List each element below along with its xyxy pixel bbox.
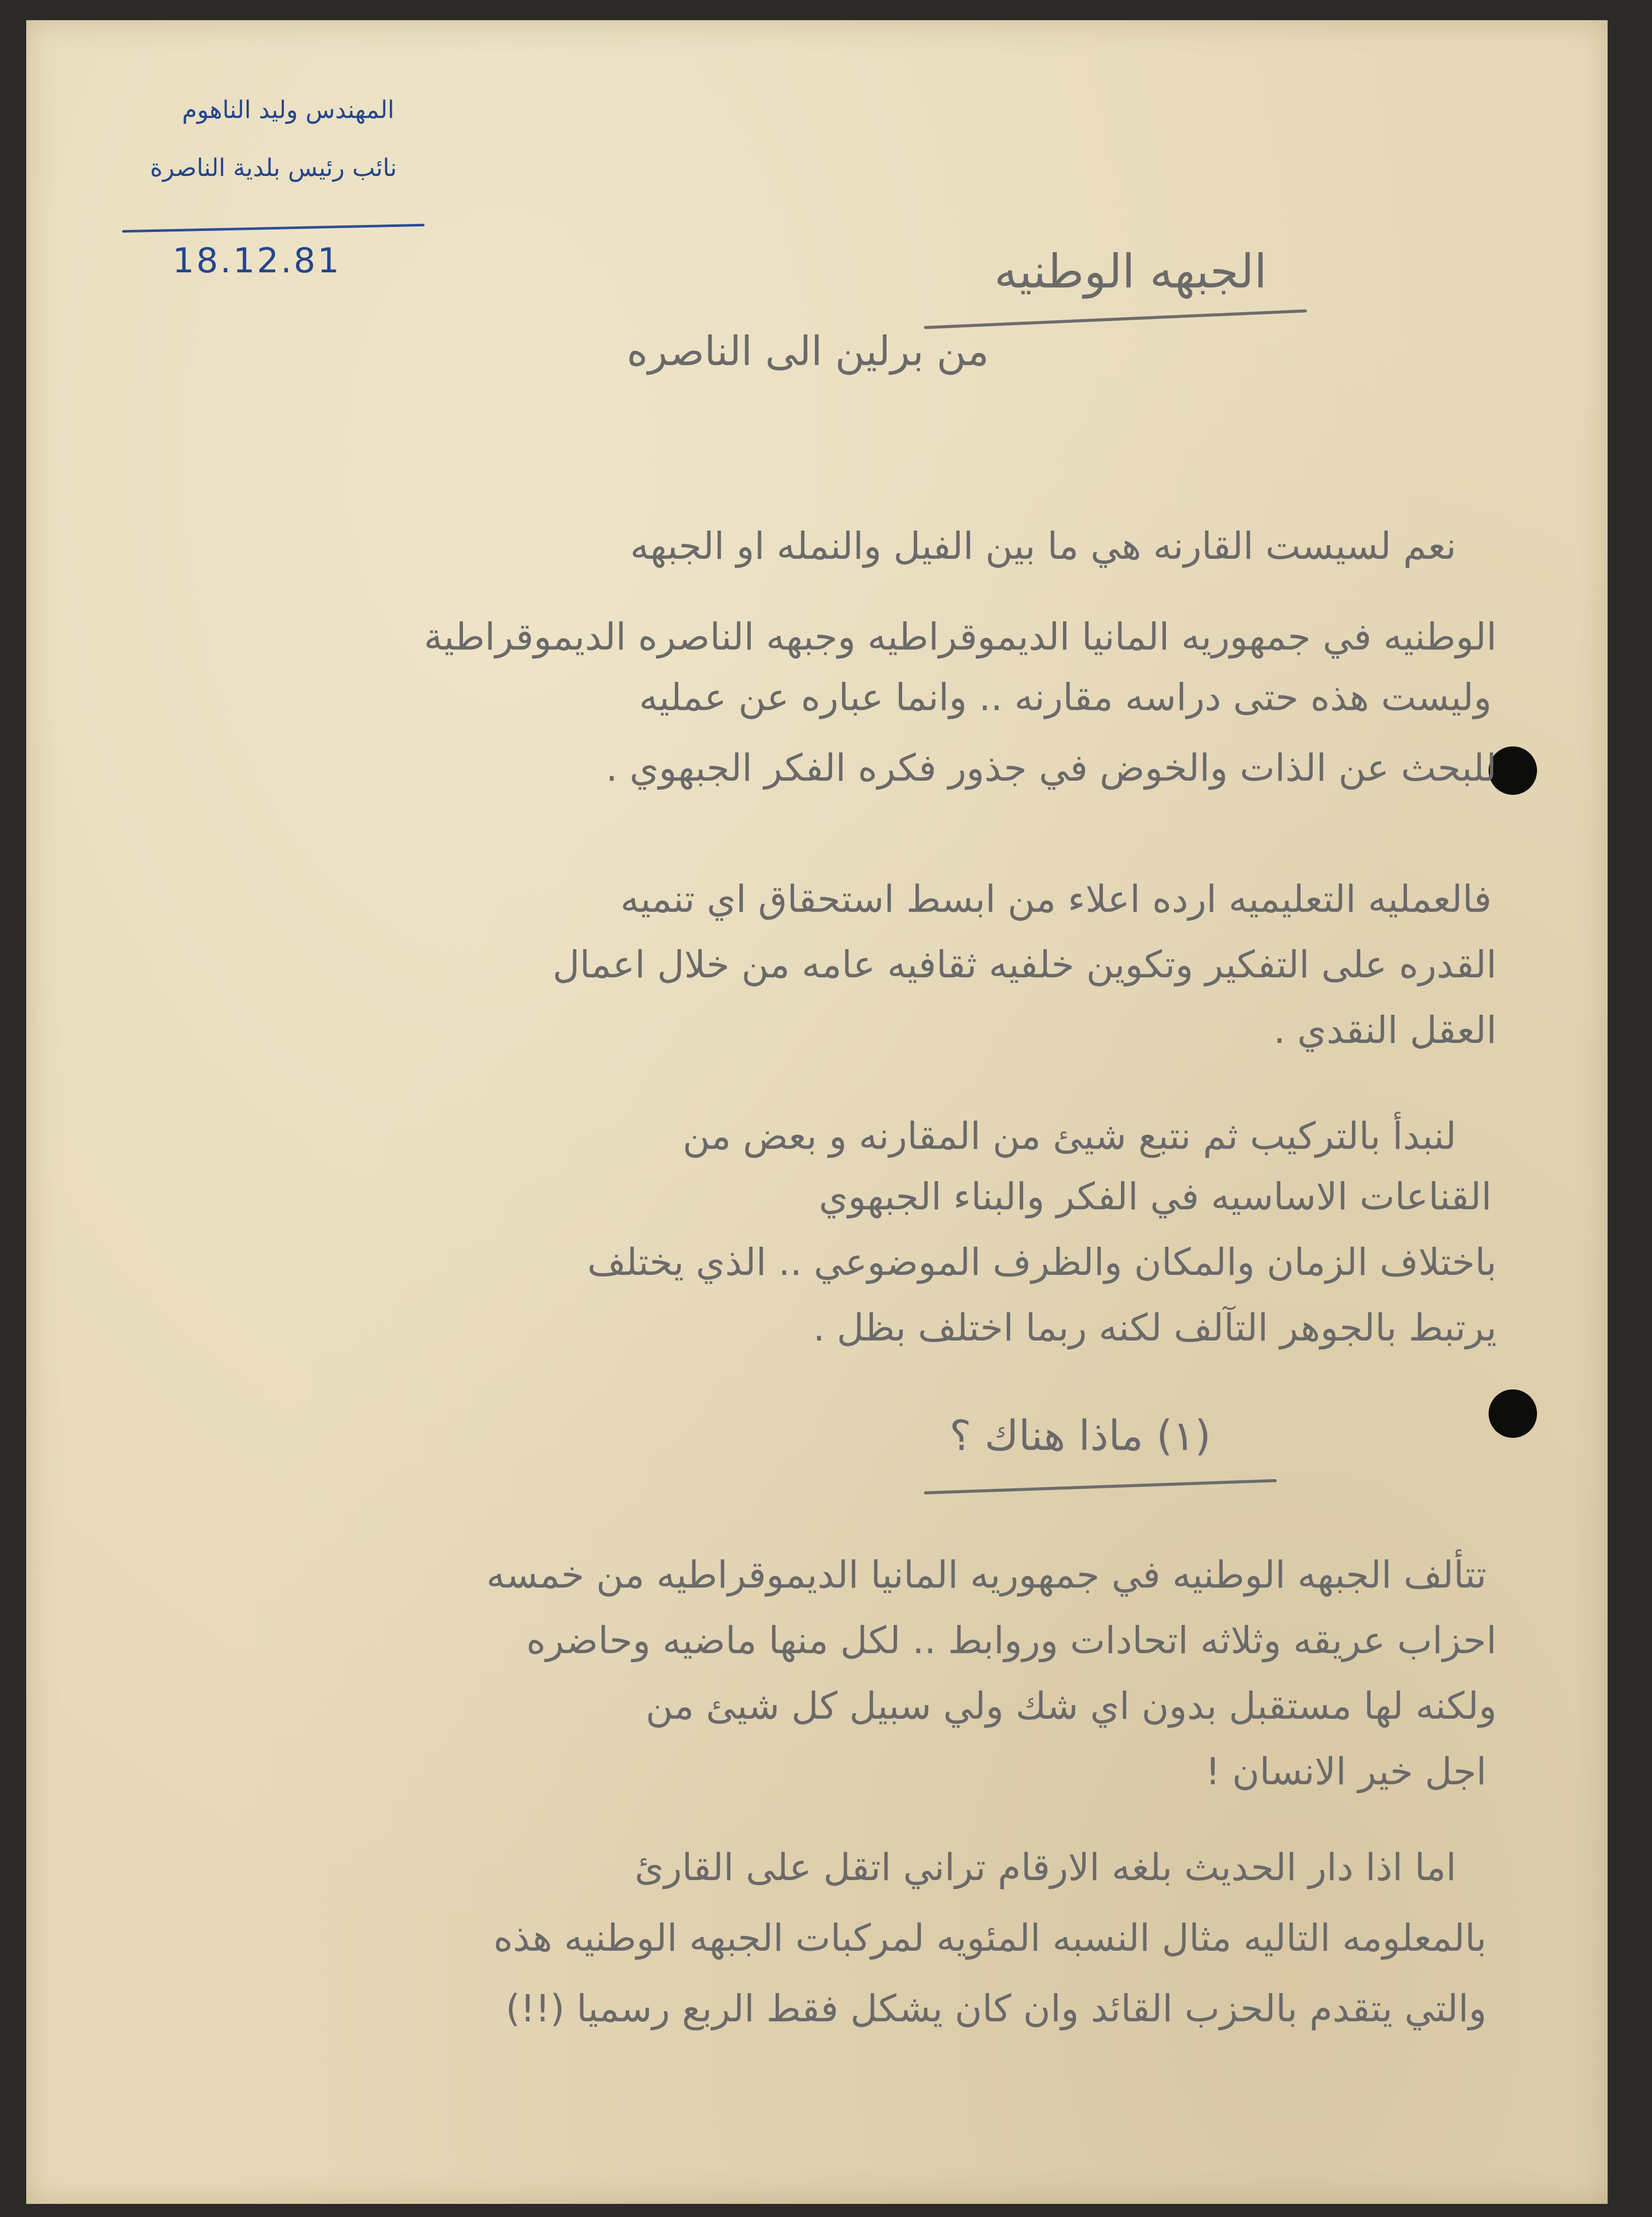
body-line: اما اذا دار الحديث بلغه الارقام تراني اتقل على القارئ xyxy=(634,1846,1456,1889)
punch-hole-bottom xyxy=(1489,1389,1537,1438)
body-line: فالعمليه التعليميه ارده اعلاء من ابسط استحقاق اي تنميه xyxy=(620,878,1492,921)
body-line: يرتبط بالجوهر التآلف لكنه ربما اختلف بظل . xyxy=(813,1306,1497,1350)
margin-note-title: نائب رئيس بلدية الناصرة xyxy=(150,154,397,182)
body-line: احزاب عريقه وثلاثه اتحادات وروابط .. لكل منها ماضيه وحاضره xyxy=(526,1619,1497,1662)
body-line: باختلاف الزمان والمكان والظرف الموضوعي .. الذي يختلف xyxy=(587,1241,1497,1284)
body-line: والتي يتقدم بالحزب القائد وان كان يشكل فقط الربع رسميا (!!) xyxy=(505,1987,1487,2030)
body-line: العقل النقدي . xyxy=(1273,1009,1497,1052)
section-heading-underline xyxy=(924,1479,1277,1494)
document-subtitle: من برلين الى الناصره xyxy=(626,328,989,375)
section-heading: (١) ماذا هناك ؟ xyxy=(949,1412,1211,1460)
body-line: اجل خير الانسان ! xyxy=(1205,1750,1487,1793)
document-page xyxy=(26,20,1608,2204)
body-line: نعم لسيست القارنه هي ما بين الفيل والنمله او الجبهه xyxy=(630,524,1456,568)
body-line: للبحث عن الذات والخوض في جذور فكره الفكر الجبهوي . xyxy=(606,746,1497,790)
body-line: تتألف الجبهه الوطنيه في جمهوريه المانيا الديموقراطيه من خمسه xyxy=(486,1553,1487,1597)
margin-note-underline xyxy=(122,224,425,233)
margin-note-name: المهندس وليد الناهوم xyxy=(182,96,394,124)
body-line: ولكنه لها مستقبل بدون اي شك ولي سبيل كل شيئ من xyxy=(645,1684,1497,1728)
body-line: وليست هذه حتى دراسه مقارنه .. وانما عباره عن عمليه xyxy=(639,676,1492,719)
title-underline xyxy=(924,309,1307,329)
body-line: بالمعلومه التاليه مثال النسبه المئويه لمركبات الجبهه الوطنيه هذه xyxy=(493,1916,1487,1960)
margin-note-date: 18.12.81 xyxy=(172,241,341,281)
document-title: الجبهه الوطنيه xyxy=(994,245,1267,299)
body-line: القدره على التفكير وتكوين خلفيه ثقافيه عامه من خلال اعمال xyxy=(552,943,1497,986)
body-line: لنبدأ بالتركيب ثم نتبع شيئ من المقارنه و بعض من xyxy=(682,1115,1456,1158)
body-line: الوطنيه في جمهوريه المانيا الديموقراطيه وجبهه الناصره الديموقراطية xyxy=(424,615,1497,659)
body-line: القناعات الاساسيه في الفكر والبناء الجبهوي xyxy=(818,1175,1492,1218)
